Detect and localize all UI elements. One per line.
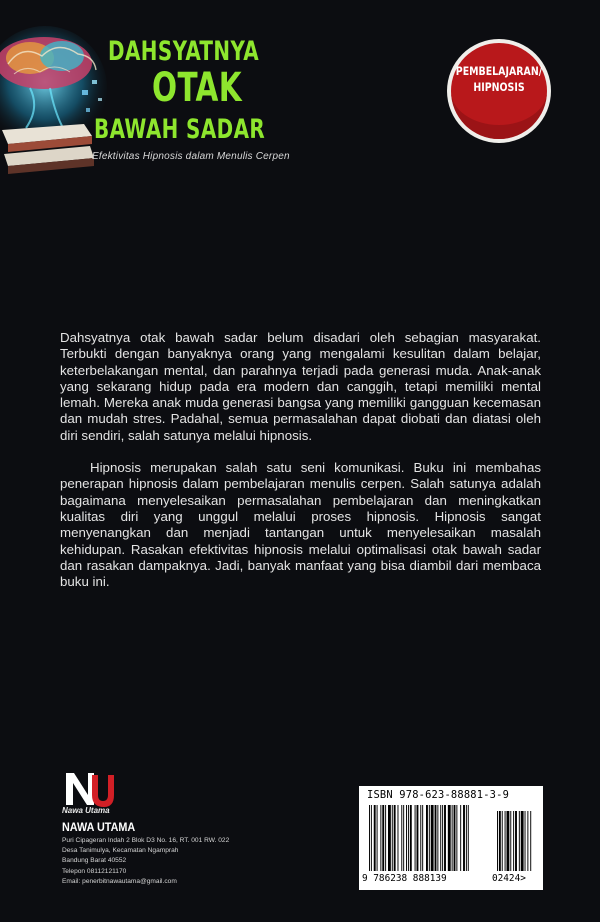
title-line-1: DAHSYATNYA	[108, 36, 260, 67]
address-line: Email: penerbitnawautama@gmail.com	[62, 877, 177, 885]
publisher-name: NAWA UTAMA	[62, 820, 136, 834]
address-line: Telepon 08112121170	[62, 867, 127, 875]
book-subtitle: Efektivitas Hipnosis dalam Menulis Cerpen	[92, 151, 290, 162]
barcode-addon-digits: 02424>	[492, 873, 526, 884]
book-blurb	[60, 330, 541, 590]
barcode-bars	[369, 805, 537, 871]
publisher-logo-text: Nawa Utama	[62, 806, 110, 815]
publisher-address	[62, 836, 229, 887]
badge-line-1: PEMBELAJARAN/	[455, 64, 543, 78]
isbn-label: ISBN 978-623-88881-3-9	[367, 789, 510, 801]
address-line: Puri Cipageran Indah 2 Blok D3 No. 16, RT. 001 RW. 022	[62, 837, 230, 844]
blurb-paragraph-2: Hipnosis merupakan salah satu seni komunikasi. Buku ini membahas penerapan hipnosis dalam pembelajaran menulis cerpen. Salah satunya adalah bagaimana menyelesaikan permasalahan pembelajaran dan meningkatkan kualitas diri yang unggul melalui proses hipnosis. Hipnosis sangat menyenangkan dan menjadi tantangan untuk menyelesaikan masalah kehidupan. Rasakan efektivitas hipnosis melalui optimalisasi otak bawah sadar dan rasakan dampaknya. Jadi, banyak manfaat yang bisa diambil dari membaca buku ini.	[60, 460, 541, 590]
isbn-barcode	[359, 786, 543, 890]
barcode-digits: 9 786238 888139	[362, 873, 447, 884]
blurb-paragraph-1: Dahsyatnya otak bawah sadar belum disadari oleh sebagian masyarakat. Terbukti dengan banyaknya orang yang mengalami kesulitan dalam belajar, keterbelakangan mental, dan parahnya terjadi pada generasi muda. Anak-anak yang sekarang hidup pada era modern dan canggih, tetapi memiliki mental lemah. Mereka anak muda generasi bangsa yang memiliki gangguan kecemasan dan mudah stres. Padahal, semua permasalahan dapat diobati dan diatasi oleh diri sendiri, salah satunya melalui hipnosis.	[60, 330, 541, 443]
address-line: Bandung Barat 40552	[62, 857, 127, 865]
title-line-3: BAWAH SADAR	[94, 114, 266, 145]
category-badge-label	[456, 64, 543, 95]
badge-line-2: HIPNOSIS	[473, 79, 525, 94]
title-line-2: OTAK	[152, 65, 243, 111]
address-line: Desa Tanimulya, Kecamatan Ngamprah	[62, 847, 179, 855]
